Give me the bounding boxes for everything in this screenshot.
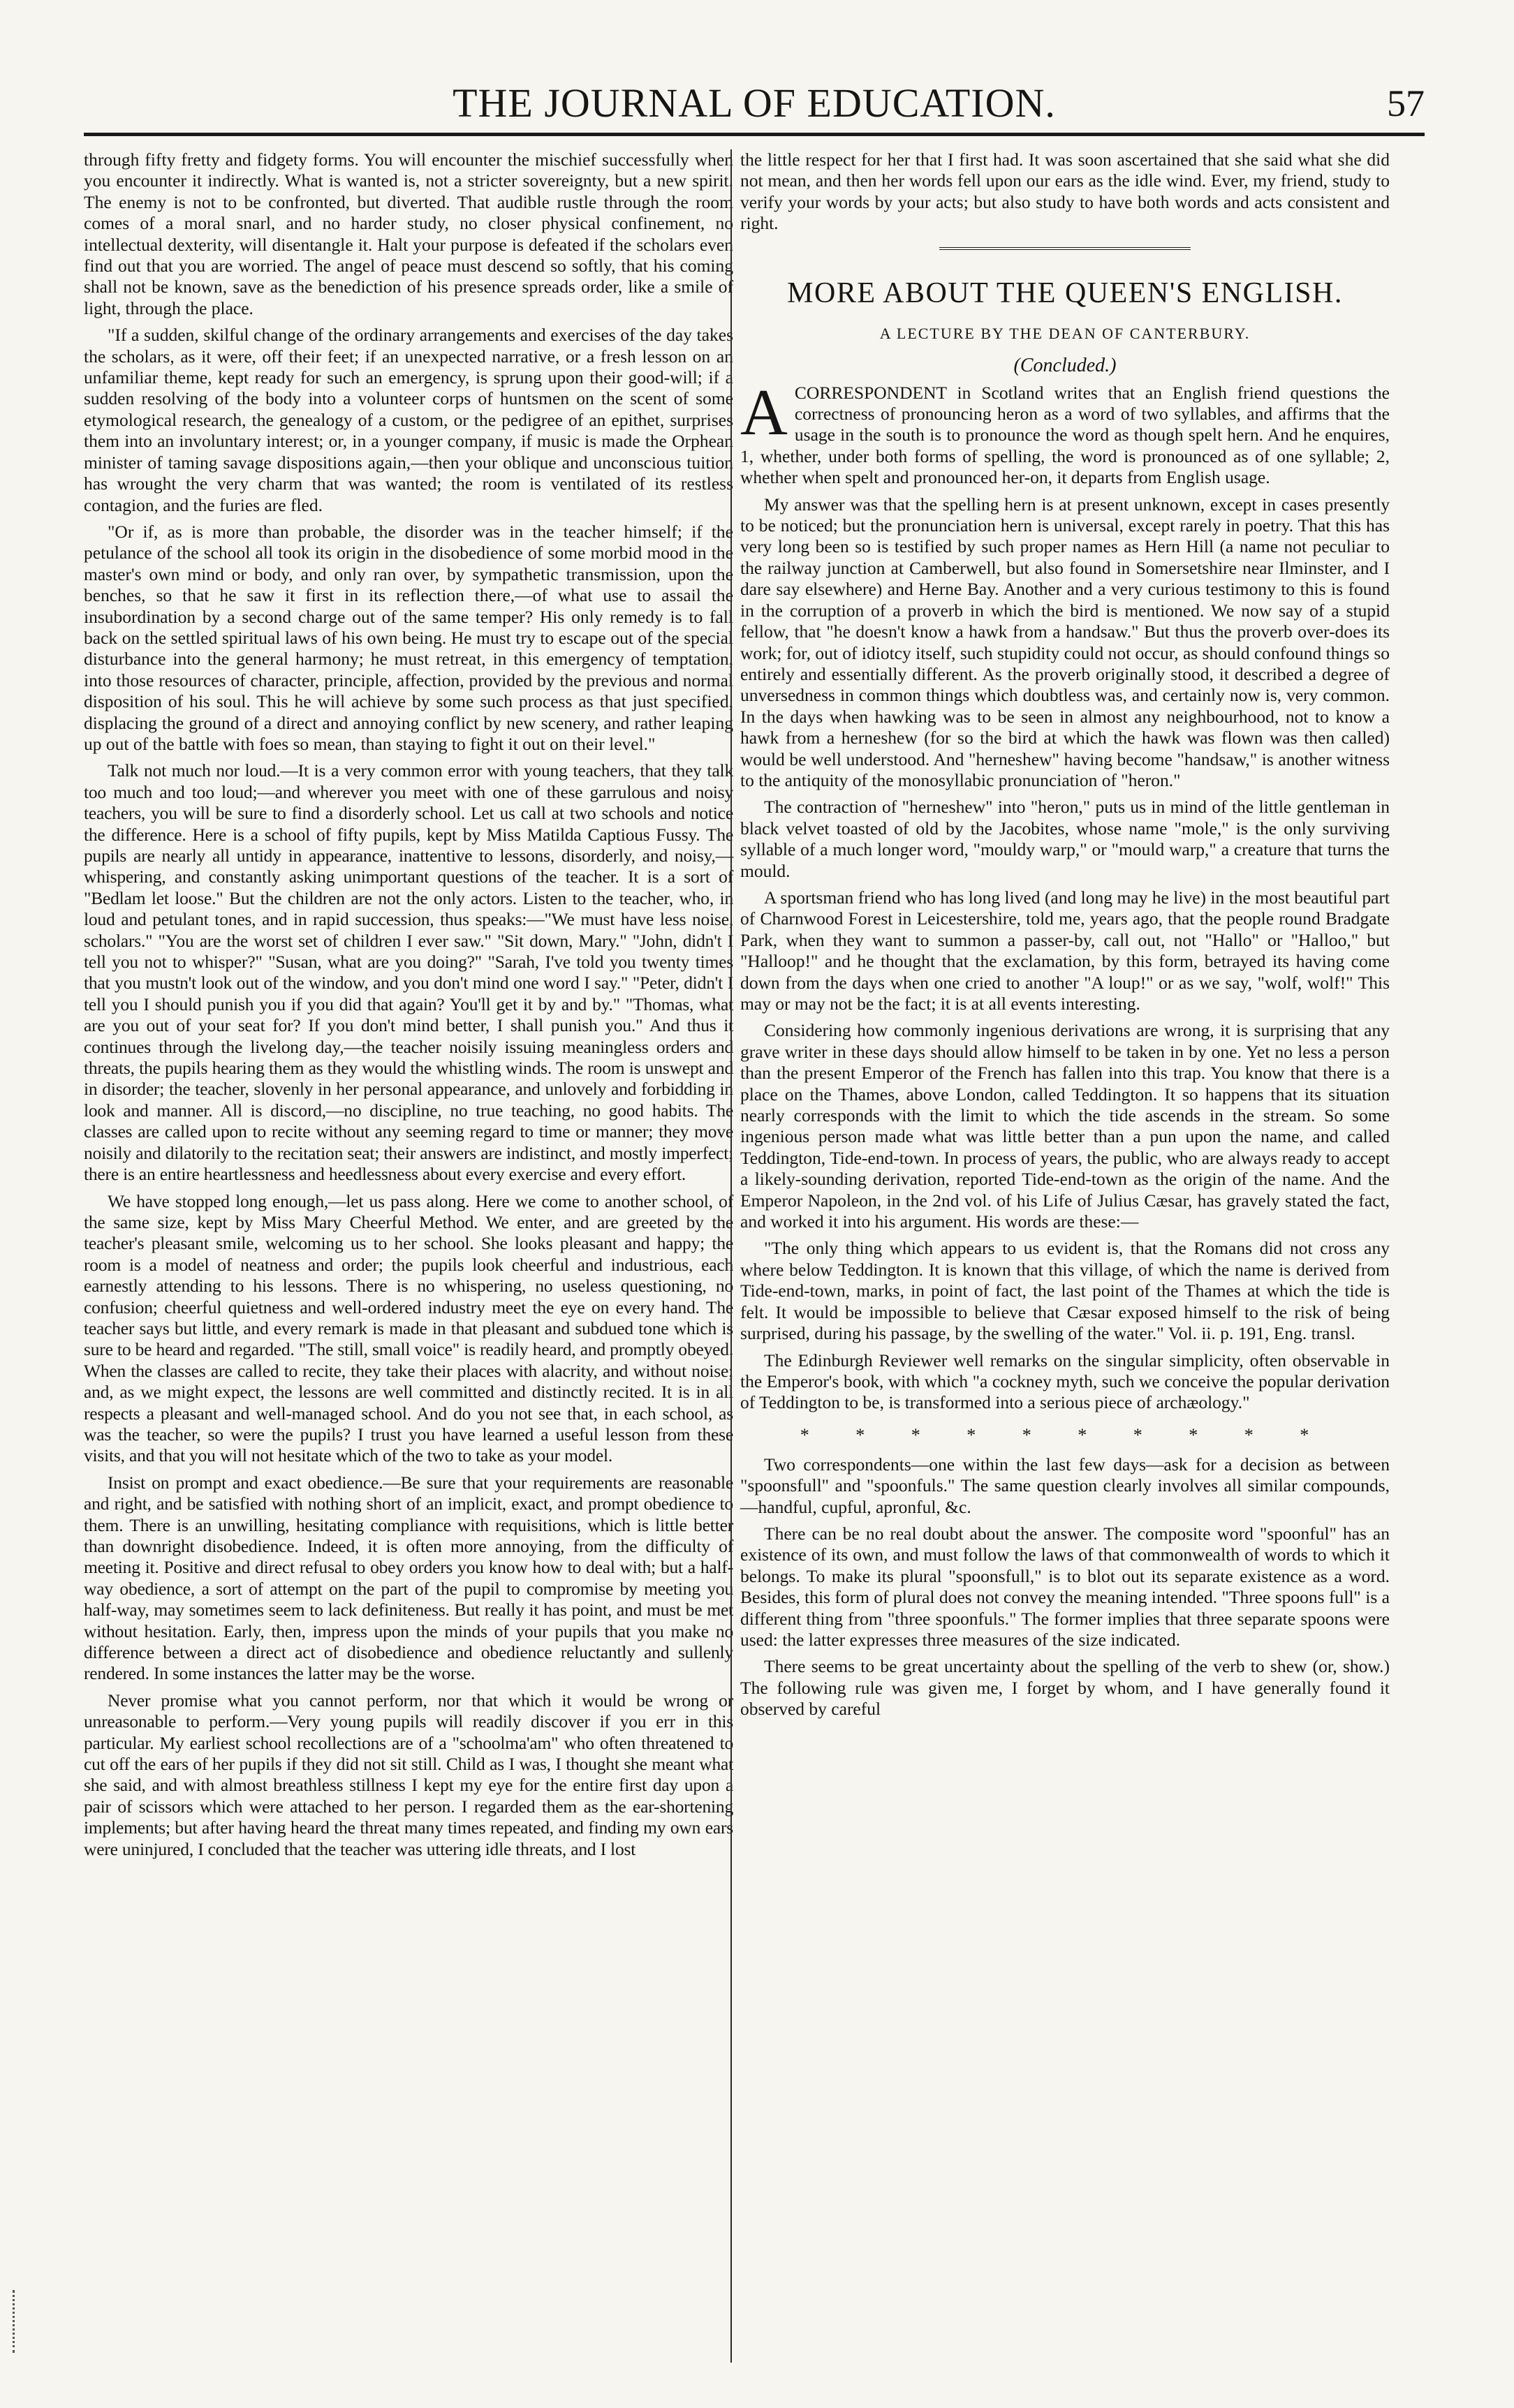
section-title: MORE ABOUT THE QUEEN'S ENGLISH. <box>787 276 1343 309</box>
first-paragraph <box>740 376 1390 489</box>
first-paragraph-text: CORRESPONDENT in Scotland writes that an English friend questions the correctness of pronouncing heron as a word of two syllables, and affirms that the usage in the south is to pronounce the word as though spelt hern. And he enquires, 1, whether, under both forms of spelling, the word is pronounced as of one syllable; 2, whether when spelt and pronounced her-on, it departs from English usage. <box>740 382 1390 488</box>
journal-title: THE JOURNAL OF EDUCATION. <box>453 80 1056 126</box>
left-paragraph-7: Never promise what you cannot perform, nor that which it would be wrong or unreasonable to perform.—Very young pupils will readily discover if you err in this particular. My earliest school recollections are of a "schoolma'am" who often threatened to cut off the ears of her pupils if they did not sit still. Child as I was, I thought she meant what she said, and with almost breathless stillness I kept my eye for the entire first day upon a pair of scissors which were attached to her person. I regarded them as the ear-shortening implements; but after having heard the threat many times repeated, and finding my own ears were uninjured, I concluded that the teacher was uttering idle threats, and I lost <box>84 1690 733 1859</box>
left-column <box>84 149 733 2377</box>
column-divider <box>730 149 732 2363</box>
left-paragraph-6: Insist on prompt and exact obedience.—Be sure that your requirements are reasonable and right, and be satisfied with nothing short of an implicit, exact, and prompt obedience to them. There is an unwilling, hesitating compliance with requisitions, which is little better than downright disobedience. Indeed, it is often more annoying, from the difficulty of meeting it. Positive and direct refusal to obey orders you know how to deal with; but a half-way obedience, a sort of attempt on the part of the pupil to compromise by meeting you half-way, may sometimes seem to lack definiteness. But really it has point, and must be met without hesitation. Early, then, impress upon the minds of your pupils that you make no difference between a direct act of disobedience and obedience reluctantly and sullenly rendered. In some instances the latter may be the worse. <box>84 1472 733 1684</box>
margin-mark <box>13 2290 17 2353</box>
left-paragraph-4: Talk not much nor loud.—It is a very common error with young teachers, that they talk too much and too loud;—and wherever you meet with one of these garrulous and noisy teachers, you will be sure to find a disorderly school. Let us call at two schools and notice the difference. Here is a school of fifty pupils, kept by Miss Matilda Captious Fussy. The pupils are nearly all untidy in appearance, inattentive to lessons, disorderly, and noisy,—whispering, and constantly asking unimportant questions of the teacher. It is a sort of "Bedlam let loose." But the children are not the only actors. Listen to the teacher, who, in loud and petulant tones, and in rapid succession, thus speaks:—"We must have less noise, scholars." "You are the worst set of children I ever saw." "Sit down, Mary." "John, didn't I tell you not to whisper?" "Susan, what are you doing?" "Sarah, I've told you twenty times that you mustn't look out of the window, and you don't mind one word I say." "Peter, didn't I tell you I should punish you if you did that again? You'll get it by and by." "Thomas, what are you out of your seat for? If you don't mind better, I shall punish you." And thus it continues through the livelong day,—the teacher noisily issuing meaningless orders and threats, the pupils hearing them as they would the whistling winds. The room is unswept and in disorder; the teacher, slovenly in her personal appearance, and unlovely and forbidding in look and manner. All is discord,—no discipline, no true teaching, no good habits. The classes are called upon to recite without any seeming regard to time or manner; they move noisily and dilatorily to the recitation seat; their answers are indistinct, and mostly imperfect; there is an entire heartlessness and heedlessness about every exercise and every effort. <box>84 760 733 1185</box>
page-number: 57 <box>1387 82 1425 124</box>
header-rule <box>84 133 1425 136</box>
left-paragraph-5: We have stopped long enough,—let us pass along. Here we come to another school, of the same size, kept by Miss Mary Cheerful Method. We enter, and are greeted by the teacher's pleasant smile, welcoming us to her school. She looks pleasant and happy; the room is a model of neatness and order; the pupils look cheerful and industrious, each earnestly attending to his lessons. There is no whispering, no useless questioning, no confusion; cheerful quietness and well-ordered industry meet the eye on every hand. The teacher says but little, and every remark is made in that pleasant and subdued tone which is sure to be heard and regarded. "The still, small voice" is readily heard, and promptly obeyed. When the classes are called to recite, they take their places with alacrity, and without noise; and, as we might expect, the lessons are well committed and distinctly recited. It is in all respects a pleasant and well-managed school. And do you not see that, in each school, as was the teacher, so were the pupils? I trust you have learned a useful lesson from these visits, and that you will not hesitate which of the two to take as your model. <box>84 1190 733 1466</box>
right-paragraph-3: A sportsman friend who has long lived (and long may he live) in the most beautiful part of Charnwood Forest in Leicestershire, told me, years ago, that the people round Bradgate Park, when they want to summon a passer-by, call out, not "Hallo" or "Halloo," but "Halloop!" and he thought that the exclamation, by this form, betrayed its having come down from the days when one cried to another "A loup!" or as we say, "wolf, wolf!" This may or may not be the fact; it is at all events interesting. <box>740 887 1390 1014</box>
right-column <box>740 149 1390 2377</box>
right-paragraph-4: Considering how commonly ingenious derivations are wrong, it is surprising that any grave writer in these days should allow himself to be taken in by one. Yet no less a person than the present Emperor of the French has fallen into this trap. You know that there is a place on the Thames, above London, called Teddington. It so happens that its situation nearly corresponds with the limit to which the tide ascends in the stream. So some ingenious person made what was little better than a pun upon the name, and called Teddington, Tide-end-town. In process of years, the public, who are always ready to accept a likely-sounding derivation, reported Tide-end-town as the origin of the name. And the Emperor Napoleon, in the 2nd vol. of his Life of Julius Cæsar, has gravely stated the fact, and worked it into his argument. His words are these:— <box>740 1020 1390 1232</box>
right-paragraph-5: The Edinburgh Reviewer well remarks on the singular simplicity, often observable in the Emperor's book, with which "a cockney myth, such we conceive the popular derivation of Teddington to be, is transformed into a serious piece of archæology." <box>740 1350 1390 1413</box>
left-paragraph-3: "Or if, as is more than probable, the disorder was in the teacher himself; if the petulance of the school all took its origin in the disobedience of some morbid mood in the master's own mind or body, and only ran over, by sympathetic transmission, upon the benches, so that he saw it first in its reflection there,—of what use to assail the insubordination by a second charge out of the same temper? His only remedy is to fall back on the settled spiritual laws of his own being. He must try to escape out of the special disturbance into the general harmony; he must retreat, in this emergency of temptation, into those resources of character, principle, affection, provided by the previous and normal disposition of his soul. This he will achieve by some such process as that just specified, displacing the ground of a direct and annoying conflict by new scenery, and rather leaping up out of the battle with foes so mean, than staying to fight it out on their level." <box>84 521 733 754</box>
section-rule <box>939 247 1191 250</box>
drop-cap: A <box>740 376 788 449</box>
right-paragraph-1: My answer was that the spelling hern is at present unknown, except in cases presently to be noticed; but the pronunciation hern is universal, except rarely in poetry. That this has very long been so is testified by such proper names as Hern Hill (a name not peculiar to the railway junction at Camberwell, but also found in Somersetshire near Ilminster, and I dare say elsewhere) and Herne Bay. Another and a very curious testimony to this is found in the corruption of a proverb in which the bird is mentioned. We now say of a stupid fellow, that "he doesn't know a hawk from a handsaw." But thus the proverb over-does its work; for, out of idiotcy itself, such stupidity could not occur, as should confound things so entirely and essentially different. As the proverb originally stood, it described a degree of unversedness in common things which doubtless was, and certainly now is, very common. In the days when hawking was to be seen in almost any neighbourhood, not to know a hawk from a herneshew (for so the bird at which the hawk was flown was then called) would be well understood. And "herneshew" having become "handsaw," is another witness to the antiquity of the monosyllabic pronunciation of "heron." <box>740 494 1390 790</box>
right-paragraph-7: There can be no real doubt about the answer. The composite word "spoonful" has an existence of its own, and must follow the laws of that commonwealth of words to which it belongs. To make its plural "spoonsfull," is to blot out its separate existence as a word. Besides, this form of plural does not convey the meaning intended. "Three spoons full" is a different thing from "three spoonfuls." The former implies that three separate spoons were used: the latter expresses three measures of the size indicated. <box>740 1523 1390 1650</box>
concluded-note: (Concluded.) <box>1013 354 1117 376</box>
right-paragraph-8: There seems to be great uncertainty about the spelling of the verb to shew (or, show.) The following rule was given me, I forget by whom, and I have generally found it observed by careful <box>740 1656 1390 1720</box>
section-byline: A LECTURE BY THE DEAN OF CANTERBURY. <box>879 324 1251 342</box>
section-stars: * * * * * * * * * * <box>800 1424 1330 1445</box>
left-paragraph-1: through fifty fretty and fidgety forms. You will encounter the mischief successfully when you encounter it indirectly. What is wanted is, not a stricter sovereignty, but a new spirit. The enemy is not to be confronted, but diverted. That audible rustle through the room comes of a moral snarl, and no harder study, no closer physical confinement, no intellectual dexterity, will disentangle it. Halt your purpose is defeated if the scholars even find out that you are worried. The angel of peace must descend so softly, that his coming shall not be known, save as the benediction of his presence spreads order, like a smile of light, through the place. <box>84 149 733 318</box>
left-paragraph-2: "If a sudden, skilful change of the ordinary arrangements and exercises of the day takes the scholars, as it were, off their feet; if an unexpected narrative, or a fresh lesson on an unfamiliar theme, kept ready for such an emergency, is sprung upon their good-will; if a sudden resolving of the body into a volunteer corps of huntsmen on the scent of some etymological research, the genealogy of a custom, or the pedigree of an epithet, surprises them into an involuntary interest; or, in a younger company, if music is made the Orphean minister of taming savage dispositions again,—then your oblique and unconscious tuition has wrought the very charm that was wanted; the room is ventilated of its restless contagion, and the furies are fled. <box>84 325 733 515</box>
right-paragraph-6: Two correspondents—one within the last few days—ask for a decision as between "spoonsfull" and "spoonfuls." The same question clearly involves all similar compounds,—handful, cupful, apronful, &c. <box>740 1454 1390 1517</box>
page-header <box>84 75 1425 131</box>
napoleon-quote: "The only thing which appears to us evident is, that the Romans did not cross any where below Teddington. It is known that this village, of which the name is derived from Tide-end-town, marks, in point of fact, the last point of the Thames at which the tide is felt. It would be impossible to believe that Cæsar exposed himself to the risk of being surprised, during his passage, by the swelling of the water." Vol. ii. p. 191, Eng. transl. <box>740 1238 1390 1344</box>
right-paragraph-2: The contraction of "herneshew" into "heron," puts us in mind of the little gentleman in black velvet toasted of old by the Jacobites, whose name "mole," is the only surviving syllable of a much longer word, "mouldy warp," or "mould warp," a creature that turns the mould. <box>740 797 1390 881</box>
right-intro-paragraph: the little respect for her that I first had. It was soon ascertained that she said what she did not mean, and then her words fell upon our ears as the idle wind. Ever, my friend, study to verify your words by your acts; but also study to have both words and acts consistent and right. <box>740 149 1390 234</box>
